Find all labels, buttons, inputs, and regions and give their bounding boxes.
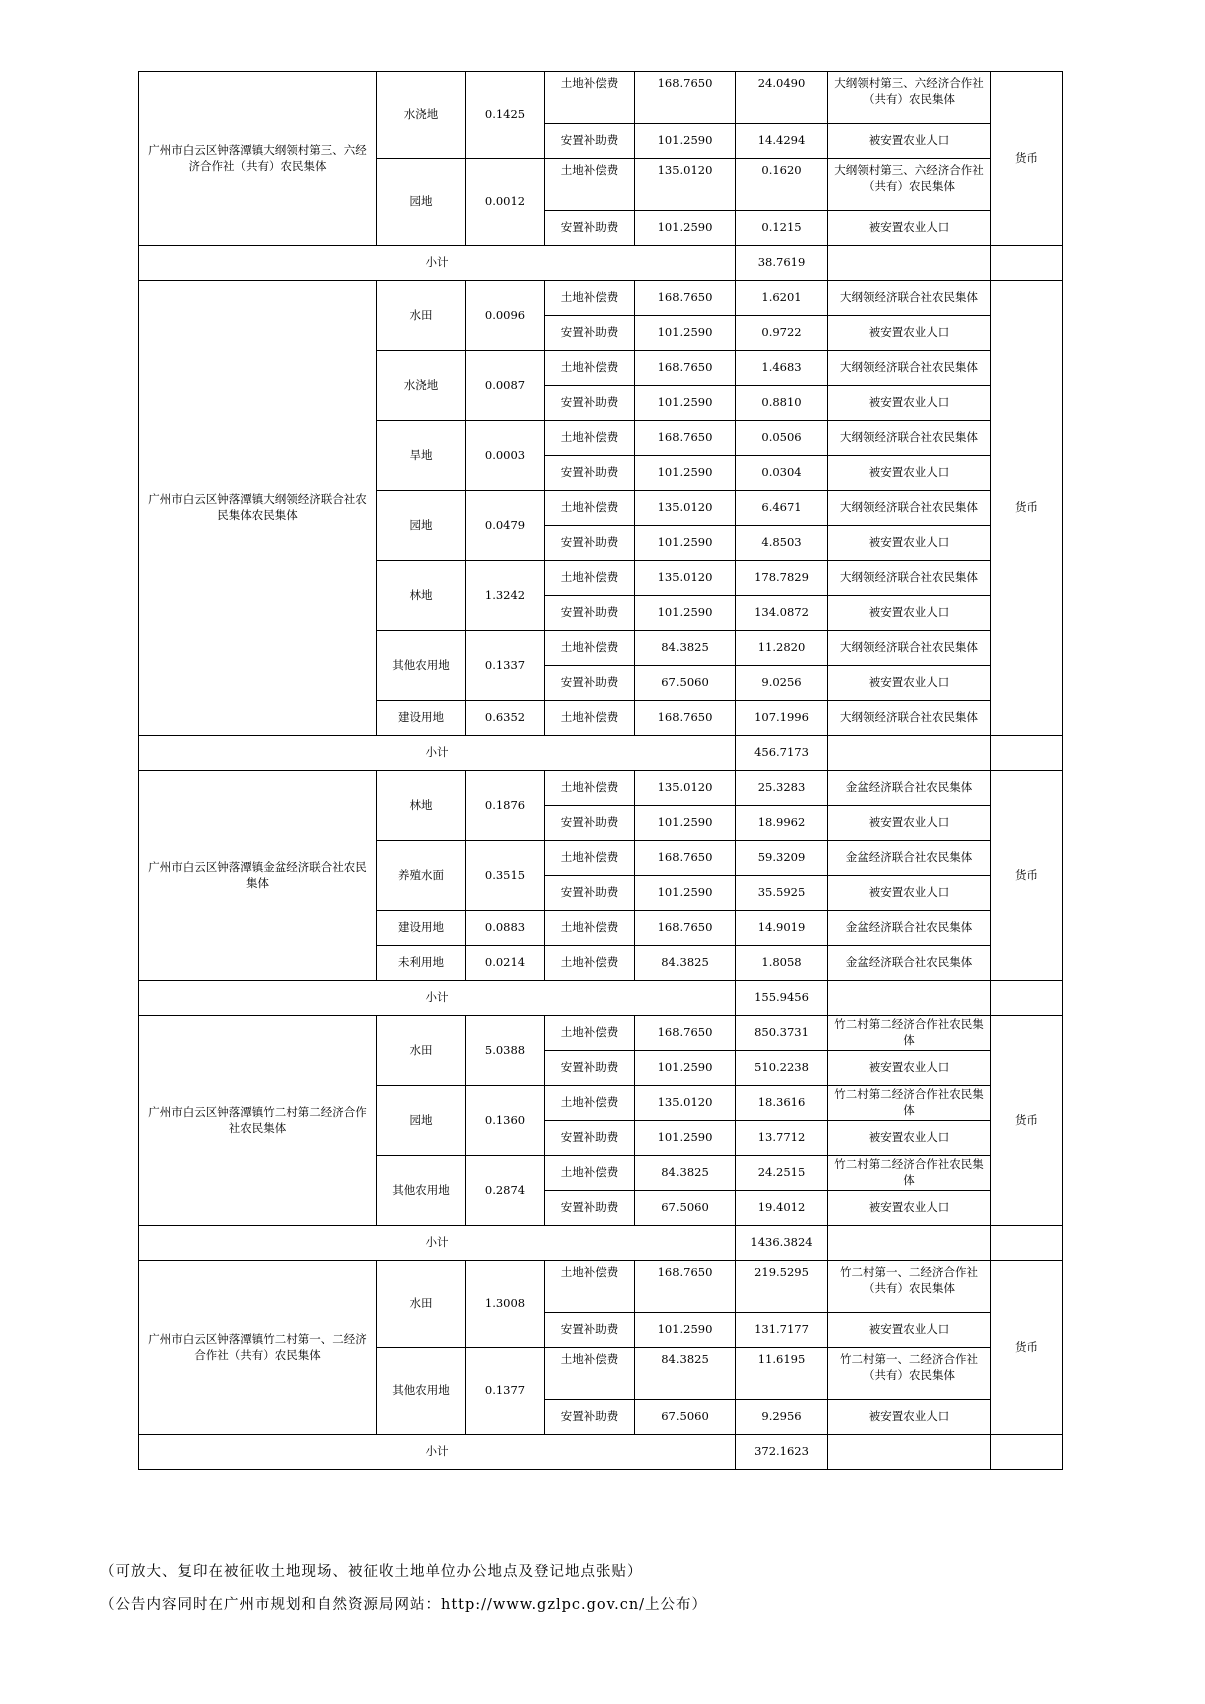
fee-item: 安置补助费: [545, 1191, 635, 1226]
fee-standard: 101.2590: [635, 1121, 736, 1156]
fee-item: 土地补偿费: [545, 1016, 635, 1051]
subtotal-label: 小计: [139, 1435, 736, 1470]
land-type: 水田: [377, 1016, 466, 1086]
fee-amount: 14.4294: [736, 124, 828, 159]
payment-method: 货币: [991, 281, 1063, 736]
subtotal-blank-method: [991, 246, 1063, 281]
collective-unit-name: 广州市白云区钟落潭镇竹二村第一、二经济合作社（共有）农民集体: [139, 1261, 377, 1435]
fee-amount: 11.2820: [736, 631, 828, 666]
fee-item: 安置补助费: [545, 1400, 635, 1435]
land-area: 0.6352: [466, 701, 545, 736]
fee-standard: 135.0120: [635, 491, 736, 526]
land-type: 水浇地: [377, 72, 466, 159]
land-area: 5.0388: [466, 1016, 545, 1086]
fee-standard: 168.7650: [635, 281, 736, 316]
fee-amount: 1.8058: [736, 946, 828, 981]
fee-standard: 67.5060: [635, 1400, 736, 1435]
fee-standard: 101.2590: [635, 526, 736, 561]
fee-recipient: 被安置农业人口: [828, 386, 991, 421]
land-type: 旱地: [377, 421, 466, 491]
subtotal-blank-recipient: [828, 1435, 991, 1470]
table-row: [139, 72, 1063, 124]
fee-item: 土地补偿费: [545, 491, 635, 526]
land-area: 0.1425: [466, 72, 545, 159]
fee-amount: 19.4012: [736, 1191, 828, 1226]
fee-item: 安置补助费: [545, 124, 635, 159]
fee-item: 安置补助费: [545, 456, 635, 491]
fee-standard: 135.0120: [635, 561, 736, 596]
fee-amount: 178.7829: [736, 561, 828, 596]
fee-standard: 67.5060: [635, 666, 736, 701]
land-area: 0.2874: [466, 1156, 545, 1226]
fee-item: 土地补偿费: [545, 946, 635, 981]
fee-standard: 168.7650: [635, 1016, 736, 1051]
fee-amount: 219.5295: [736, 1261, 828, 1313]
fee-item: 土地补偿费: [545, 631, 635, 666]
fee-recipient: 竹二村第二经济合作社农民集体: [828, 1156, 991, 1191]
land-area: 1.3242: [466, 561, 545, 631]
fee-recipient: 被安置农业人口: [828, 211, 991, 246]
fee-item: 安置补助费: [545, 316, 635, 351]
fee-standard: 101.2590: [635, 124, 736, 159]
fee-standard: 101.2590: [635, 596, 736, 631]
fee-recipient: 被安置农业人口: [828, 526, 991, 561]
fee-recipient: 被安置农业人口: [828, 806, 991, 841]
fee-standard: 101.2590: [635, 806, 736, 841]
land-type: 其他农用地: [377, 1348, 466, 1435]
fee-amount: 24.0490: [736, 72, 828, 124]
fee-item: 土地补偿费: [545, 159, 635, 211]
fee-amount: 14.9019: [736, 911, 828, 946]
collective-unit-name: 广州市白云区钟落潭镇大纲领经济联合社农民集体农民集体: [139, 281, 377, 736]
fee-recipient: 被安置农业人口: [828, 666, 991, 701]
website-note: （公告内容同时在广州市规划和自然资源局网站：http://www.gzlpc.gov.cn/上公布）: [100, 1597, 708, 1613]
fee-standard: 168.7650: [635, 1261, 736, 1313]
fee-standard: 101.2590: [635, 876, 736, 911]
fee-standard: 101.2590: [635, 211, 736, 246]
fee-recipient: 大纲领经济联合社农民集体: [828, 491, 991, 526]
compensation-table: [138, 71, 1063, 1470]
land-type: 未利用地: [377, 946, 466, 981]
subtotal-blank-method: [991, 1226, 1063, 1261]
land-area: 0.0087: [466, 351, 545, 421]
subtotal-value: 155.9456: [736, 981, 828, 1016]
fee-standard: 168.7650: [635, 911, 736, 946]
fee-standard: 168.7650: [635, 421, 736, 456]
subtotal-row: [139, 1226, 1063, 1261]
fee-item: 土地补偿费: [545, 1348, 635, 1400]
fee-item: 安置补助费: [545, 386, 635, 421]
fee-recipient: 被安置农业人口: [828, 1313, 991, 1348]
fee-recipient: 大纲领经济联合社农民集体: [828, 351, 991, 386]
land-area: 0.0883: [466, 911, 545, 946]
fee-recipient: 大纲领经济联合社农民集体: [828, 281, 991, 316]
table-row: [139, 771, 1063, 806]
fee-amount: 13.7712: [736, 1121, 828, 1156]
fee-item: 安置补助费: [545, 876, 635, 911]
fee-standard: 168.7650: [635, 841, 736, 876]
fee-amount: 0.0506: [736, 421, 828, 456]
fee-item: 土地补偿费: [545, 351, 635, 386]
land-area: 0.0003: [466, 421, 545, 491]
fee-item: 土地补偿费: [545, 72, 635, 124]
subtotal-label: 小计: [139, 736, 736, 771]
fee-item: 土地补偿费: [545, 841, 635, 876]
fee-standard: 84.3825: [635, 631, 736, 666]
fee-item: 安置补助费: [545, 666, 635, 701]
subtotal-value: 372.1623: [736, 1435, 828, 1470]
fee-amount: 25.3283: [736, 771, 828, 806]
fee-recipient: 被安置农业人口: [828, 1051, 991, 1086]
table-row: [139, 281, 1063, 316]
fee-standard: 84.3825: [635, 1156, 736, 1191]
fee-standard: 101.2590: [635, 456, 736, 491]
table-row: [139, 1016, 1063, 1051]
land-area: 1.3008: [466, 1261, 545, 1348]
subtotal-row: [139, 1435, 1063, 1470]
land-type: 其他农用地: [377, 1156, 466, 1226]
subtotal-row: [139, 246, 1063, 281]
subtotal-blank-method: [991, 736, 1063, 771]
land-type: 林地: [377, 771, 466, 841]
fee-standard: 168.7650: [635, 701, 736, 736]
fee-recipient: 竹二村第一、二经济合作社（共有）农民集体: [828, 1261, 991, 1313]
collective-unit-name: 广州市白云区钟落潭镇竹二村第二经济合作社农民集体: [139, 1016, 377, 1226]
fee-standard: 101.2590: [635, 386, 736, 421]
fee-item: 安置补助费: [545, 806, 635, 841]
fee-recipient: 被安置农业人口: [828, 1400, 991, 1435]
land-type: 园地: [377, 491, 466, 561]
subtotal-label: 小计: [139, 981, 736, 1016]
fee-item: 安置补助费: [545, 1051, 635, 1086]
fee-recipient: 大纲领村第三、六经济合作社（共有）农民集体: [828, 159, 991, 211]
fee-recipient: 被安置农业人口: [828, 124, 991, 159]
land-area: 0.3515: [466, 841, 545, 911]
fee-item: 土地补偿费: [545, 561, 635, 596]
land-area: 0.0214: [466, 946, 545, 981]
subtotal-blank-recipient: [828, 736, 991, 771]
fee-standard: 67.5060: [635, 1191, 736, 1226]
fee-amount: 18.9962: [736, 806, 828, 841]
fee-recipient: 被安置农业人口: [828, 1121, 991, 1156]
land-type: 水田: [377, 281, 466, 351]
fee-item: 安置补助费: [545, 596, 635, 631]
fee-amount: 59.3209: [736, 841, 828, 876]
land-type: 林地: [377, 561, 466, 631]
fee-item: 土地补偿费: [545, 771, 635, 806]
fee-amount: 9.0256: [736, 666, 828, 701]
subtotal-label: 小计: [139, 1226, 736, 1261]
fee-recipient: 大纲领村第三、六经济合作社（共有）农民集体: [828, 72, 991, 124]
fee-amount: 6.4671: [736, 491, 828, 526]
land-area: 0.1360: [466, 1086, 545, 1156]
fee-amount: 510.2238: [736, 1051, 828, 1086]
fee-standard: 101.2590: [635, 316, 736, 351]
subtotal-blank-recipient: [828, 246, 991, 281]
fee-item: 安置补助费: [545, 211, 635, 246]
land-type: 水浇地: [377, 351, 466, 421]
land-type: 园地: [377, 159, 466, 246]
fee-amount: 131.7177: [736, 1313, 828, 1348]
subtotal-row: [139, 736, 1063, 771]
land-type: 养殖水面: [377, 841, 466, 911]
fee-item: 土地补偿费: [545, 421, 635, 456]
fee-recipient: 金盆经济联合社农民集体: [828, 771, 991, 806]
fee-amount: 0.1620: [736, 159, 828, 211]
fee-item: 土地补偿费: [545, 281, 635, 316]
fee-recipient: 被安置农业人口: [828, 876, 991, 911]
fee-standard: 135.0120: [635, 159, 736, 211]
subtotal-blank-method: [991, 981, 1063, 1016]
land-type: 其他农用地: [377, 631, 466, 701]
collective-unit-name: 广州市白云区钟落潭镇大纲领村第三、六经济合作社（共有）农民集体: [139, 72, 377, 246]
fee-amount: 1.6201: [736, 281, 828, 316]
fee-item: 土地补偿费: [545, 1261, 635, 1313]
fee-item: 土地补偿费: [545, 701, 635, 736]
fee-item: 土地补偿费: [545, 1086, 635, 1121]
fee-recipient: 大纲领经济联合社农民集体: [828, 631, 991, 666]
fee-recipient: 金盆经济联合社农民集体: [828, 946, 991, 981]
fee-standard: 101.2590: [635, 1313, 736, 1348]
fee-amount: 0.1215: [736, 211, 828, 246]
fee-amount: 1.4683: [736, 351, 828, 386]
collective-unit-name: 广州市白云区钟落潭镇金盆经济联合社农民集体: [139, 771, 377, 981]
subtotal-value: 456.7173: [736, 736, 828, 771]
fee-recipient: 竹二村第一、二经济合作社（共有）农民集体: [828, 1348, 991, 1400]
land-area: 0.0479: [466, 491, 545, 561]
fee-amount: 35.5925: [736, 876, 828, 911]
land-area: 0.1876: [466, 771, 545, 841]
fee-recipient: 大纲领经济联合社农民集体: [828, 421, 991, 456]
subtotal-value: 38.7619: [736, 246, 828, 281]
land-area: 0.1377: [466, 1348, 545, 1435]
land-area: 0.0012: [466, 159, 545, 246]
fee-recipient: 竹二村第二经济合作社农民集体: [828, 1086, 991, 1121]
fee-recipient: 被安置农业人口: [828, 456, 991, 491]
land-type: 建设用地: [377, 911, 466, 946]
fee-recipient: 金盆经济联合社农民集体: [828, 841, 991, 876]
subtotal-blank-recipient: [828, 981, 991, 1016]
fee-standard: 168.7650: [635, 72, 736, 124]
fee-amount: 4.8503: [736, 526, 828, 561]
fee-recipient: 竹二村第二经济合作社农民集体: [828, 1016, 991, 1051]
fee-amount: 0.8810: [736, 386, 828, 421]
subtotal-value: 1436.3824: [736, 1226, 828, 1261]
payment-method: 货币: [991, 1261, 1063, 1435]
land-type: 园地: [377, 1086, 466, 1156]
fee-standard: 84.3825: [635, 1348, 736, 1400]
subtotal-row: [139, 981, 1063, 1016]
fee-recipient: 金盆经济联合社农民集体: [828, 911, 991, 946]
fee-amount: 11.6195: [736, 1348, 828, 1400]
fee-item: 土地补偿费: [545, 911, 635, 946]
fee-item: 安置补助费: [545, 1121, 635, 1156]
payment-method: 货币: [991, 72, 1063, 246]
posting-note: （可放大、复印在被征收土地现场、被征收土地单位办公地点及登记地点张贴）: [100, 1564, 643, 1580]
land-area: 0.0096: [466, 281, 545, 351]
land-type: 水田: [377, 1261, 466, 1348]
fee-recipient: 被安置农业人口: [828, 596, 991, 631]
payment-method: 货币: [991, 771, 1063, 981]
fee-amount: 107.1996: [736, 701, 828, 736]
fee-item: 安置补助费: [545, 526, 635, 561]
fee-standard: 135.0120: [635, 1086, 736, 1121]
subtotal-label: 小计: [139, 246, 736, 281]
land-area: 0.1337: [466, 631, 545, 701]
fee-recipient: 大纲领经济联合社农民集体: [828, 701, 991, 736]
fee-amount: 24.2515: [736, 1156, 828, 1191]
fee-amount: 0.9722: [736, 316, 828, 351]
table-row: [139, 1261, 1063, 1313]
subtotal-blank-recipient: [828, 1226, 991, 1261]
fee-amount: 18.3616: [736, 1086, 828, 1121]
fee-standard: 168.7650: [635, 351, 736, 386]
fee-standard: 84.3825: [635, 946, 736, 981]
fee-item: 土地补偿费: [545, 1156, 635, 1191]
fee-amount: 0.0304: [736, 456, 828, 491]
payment-method: 货币: [991, 1016, 1063, 1226]
subtotal-blank-method: [991, 1435, 1063, 1470]
land-type: 建设用地: [377, 701, 466, 736]
fee-amount: 134.0872: [736, 596, 828, 631]
fee-amount: 850.3731: [736, 1016, 828, 1051]
fee-standard: 101.2590: [635, 1051, 736, 1086]
fee-recipient: 大纲领经济联合社农民集体: [828, 561, 991, 596]
fee-item: 安置补助费: [545, 1313, 635, 1348]
fee-recipient: 被安置农业人口: [828, 1191, 991, 1226]
fee-amount: 9.2956: [736, 1400, 828, 1435]
fee-standard: 135.0120: [635, 771, 736, 806]
fee-recipient: 被安置农业人口: [828, 316, 991, 351]
